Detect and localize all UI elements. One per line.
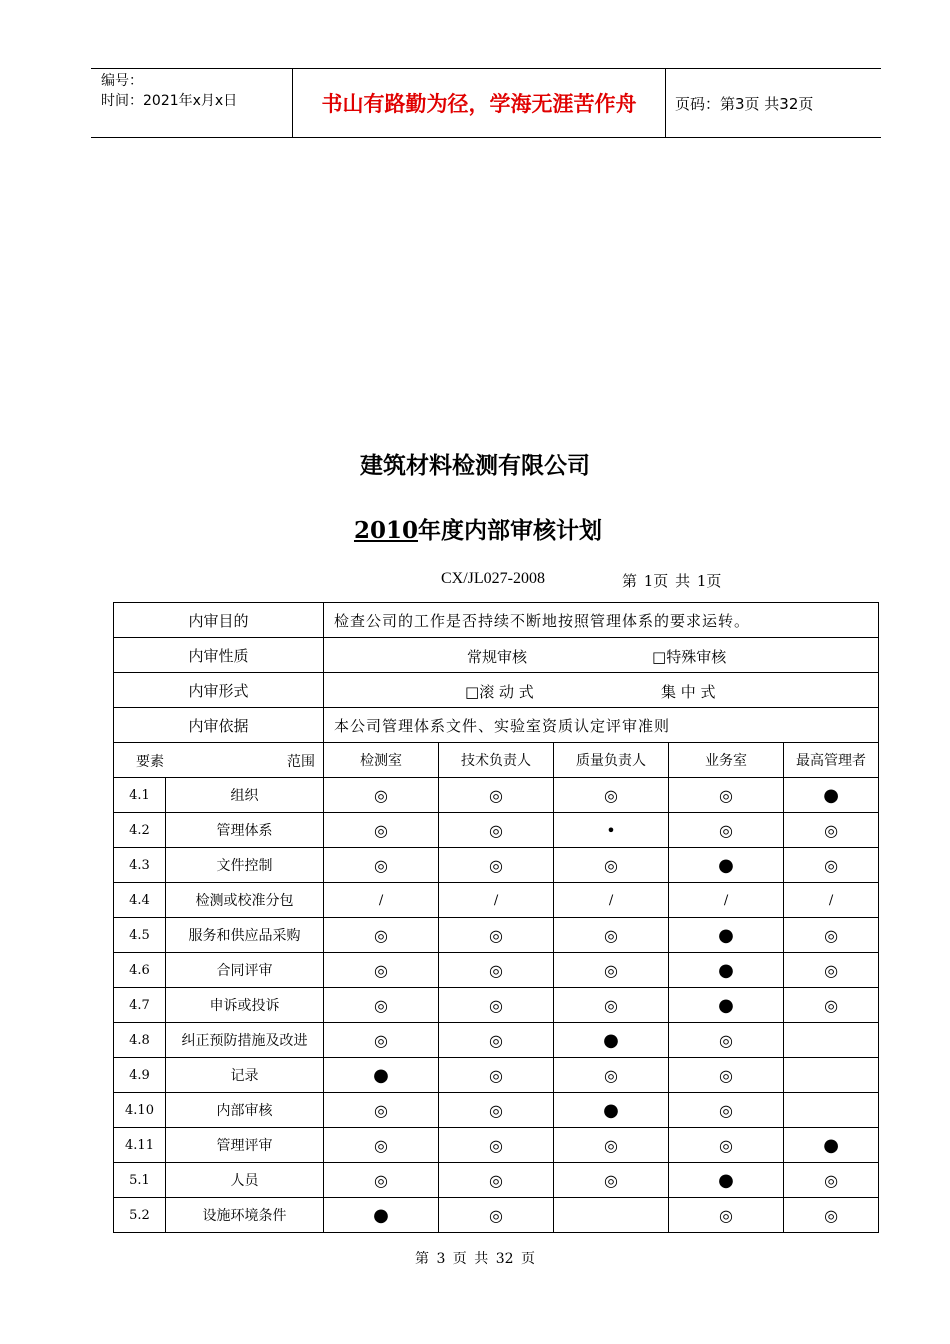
responsibility-mark: ◎ (554, 1058, 669, 1093)
responsibility-mark: ◎ (554, 848, 669, 883)
responsibility-mark: / (554, 883, 669, 918)
responsibility-mark: ◎ (784, 1198, 879, 1233)
page-footer: 第 3 页 共 32 页 (415, 1251, 535, 1267)
responsibility-mark: ◎ (554, 918, 669, 953)
info-value (324, 673, 879, 708)
clause-name: 服务和供应品采购 (166, 918, 324, 953)
clause-name: 组织 (166, 778, 324, 813)
info-value (324, 638, 879, 673)
clause-number: 4.10 (114, 1093, 166, 1128)
clause-name: 管理体系 (166, 813, 324, 848)
responsibility-mark: ◎ (784, 813, 879, 848)
responsibility-mark (784, 1093, 879, 1128)
responsibility-mark: / (324, 883, 439, 918)
header-meta (91, 69, 293, 137)
responsibility-mark: ◎ (439, 1023, 554, 1058)
table-row (114, 1198, 879, 1233)
responsibility-mark: ◎ (439, 813, 554, 848)
responsibility-mark: ◎ (669, 1023, 784, 1058)
number-label: 编号： (101, 73, 143, 89)
responsibility-mark: ◎ (554, 1128, 669, 1163)
clause-name: 记录 (166, 1058, 324, 1093)
clause-name: 合同评审 (166, 953, 324, 988)
column-header: 最高管理者 (784, 743, 879, 778)
responsibility-mark: ◎ (324, 1163, 439, 1198)
responsibility-mark: ◎ (439, 1198, 554, 1233)
clause-name: 申诉或投诉 (166, 988, 324, 1023)
table-row (114, 1128, 879, 1163)
responsibility-mark: ◎ (324, 918, 439, 953)
responsibility-mark: • (554, 813, 669, 848)
responsibility-mark: ● (669, 988, 784, 1023)
responsibility-mark: ◎ (669, 1198, 784, 1233)
corner-left-label: 要素 (136, 754, 164, 770)
responsibility-mark: ◎ (324, 988, 439, 1023)
responsibility-mark: ◎ (784, 918, 879, 953)
responsibility-mark: / (784, 883, 879, 918)
plan-title-text: 年度内部审核计划 (418, 517, 602, 544)
table-row (114, 778, 879, 813)
responsibility-mark: ◎ (784, 953, 879, 988)
header-motto: 书山有路勤为径，学海无涯苦作舟 (293, 69, 666, 137)
info-row-form (114, 673, 879, 708)
column-header: 技术负责人 (439, 743, 554, 778)
column-header: 业务室 (669, 743, 784, 778)
info-label: 内审目的 (114, 603, 324, 638)
responsibility-mark: ● (554, 1093, 669, 1128)
info-row-nature (114, 638, 879, 673)
responsibility-mark: ◎ (324, 813, 439, 848)
info-option-b: 集 中 式 (661, 683, 716, 701)
clause-number: 4.8 (114, 1023, 166, 1058)
responsibility-mark: ◎ (439, 778, 554, 813)
info-option-b: □特殊审核 (652, 648, 727, 666)
column-header: 检测室 (324, 743, 439, 778)
responsibility-mark: ◎ (439, 953, 554, 988)
table-row (114, 1163, 879, 1198)
responsibility-mark: ◎ (554, 953, 669, 988)
column-header: 质量负责人 (554, 743, 669, 778)
info-option-a: □滚 动 式 (465, 683, 534, 701)
info-value: 检查公司的工作是否持续不断地按照管理体系的要求运转。 (324, 603, 879, 638)
responsibility-mark: ◎ (784, 848, 879, 883)
responsibility-mark: / (669, 883, 784, 918)
info-label: 内审性质 (114, 638, 324, 673)
responsibility-mark: ◎ (324, 953, 439, 988)
responsibility-mark: ◎ (554, 1163, 669, 1198)
table-row (114, 848, 879, 883)
clause-number: 5.2 (114, 1198, 166, 1233)
responsibility-mark: ◎ (784, 1163, 879, 1198)
responsibility-mark: ● (784, 1128, 879, 1163)
table-row (114, 1093, 879, 1128)
company-title: 建筑材料检测有限公司 (360, 452, 590, 479)
clause-name: 文件控制 (166, 848, 324, 883)
table-row (114, 953, 879, 988)
clause-number: 4.7 (114, 988, 166, 1023)
responsibility-mark: ◎ (439, 1093, 554, 1128)
responsibility-mark: ◎ (324, 778, 439, 813)
responsibility-mark: ◎ (669, 1093, 784, 1128)
responsibility-mark: ◎ (324, 1128, 439, 1163)
table-row (114, 813, 879, 848)
responsibility-mark: ● (324, 1058, 439, 1093)
plan-year: 2010 (353, 517, 418, 544)
responsibility-mark: ● (669, 848, 784, 883)
matrix-corner (114, 743, 324, 778)
clause-number: 4.6 (114, 953, 166, 988)
responsibility-mark: ◎ (784, 988, 879, 1023)
clause-name: 人员 (166, 1163, 324, 1198)
clause-name: 管理评审 (166, 1128, 324, 1163)
responsibility-mark (784, 1058, 879, 1093)
responsibility-mark: ◎ (324, 848, 439, 883)
clause-number: 4.2 (114, 813, 166, 848)
info-value: 本公司管理体系文件、实验室资质认定评审准则 (324, 708, 879, 743)
responsibility-mark: ◎ (439, 1128, 554, 1163)
responsibility-mark: ● (669, 953, 784, 988)
responsibility-mark: ◎ (439, 988, 554, 1023)
clause-name: 检测或校准分包 (166, 883, 324, 918)
clause-number: 4.3 (114, 848, 166, 883)
clause-name: 设施环境条件 (166, 1198, 324, 1233)
table-row (114, 883, 879, 918)
responsibility-mark: ◎ (324, 1023, 439, 1058)
responsibility-mark: ◎ (439, 1163, 554, 1198)
responsibility-mark (784, 1023, 879, 1058)
info-row-basis (114, 708, 879, 743)
clause-name: 纠正预防措施及改进 (166, 1023, 324, 1058)
responsibility-mark: ● (324, 1198, 439, 1233)
responsibility-mark: ◎ (439, 1058, 554, 1093)
clause-number: 5.1 (114, 1163, 166, 1198)
responsibility-mark: ◎ (324, 1093, 439, 1128)
table-row (114, 1023, 879, 1058)
responsibility-mark: ● (669, 1163, 784, 1198)
responsibility-mark: ◎ (554, 778, 669, 813)
info-option-a: 常规审核 (467, 648, 528, 666)
info-label: 内审依据 (114, 708, 324, 743)
responsibility-mark: ◎ (669, 1128, 784, 1163)
responsibility-mark: ● (669, 918, 784, 953)
table-row (114, 1058, 879, 1093)
plan-title (0, 512, 950, 545)
table-row (114, 988, 879, 1023)
responsibility-mark: ● (554, 1023, 669, 1058)
doc-page-info: 第 1页 共 1页 (622, 572, 722, 590)
clause-name: 内部审核 (166, 1093, 324, 1128)
responsibility-mark: ◎ (669, 778, 784, 813)
header-page-label: 页码：第3页 共32页 (675, 94, 814, 113)
time-label: 时间：2021年x月x日 (101, 93, 238, 109)
responsibility-mark (554, 1198, 669, 1233)
clause-number: 4.11 (114, 1128, 166, 1163)
clause-number: 4.4 (114, 883, 166, 918)
info-label: 内审形式 (114, 673, 324, 708)
responsibility-mark: ◎ (439, 848, 554, 883)
responsibility-mark: ◎ (669, 813, 784, 848)
responsibility-mark: ◎ (669, 1058, 784, 1093)
table-row (114, 918, 879, 953)
document-header (91, 68, 881, 138)
matrix-header-row (114, 743, 879, 778)
info-row-purpose (114, 603, 879, 638)
responsibility-mark: ● (784, 778, 879, 813)
audit-plan-table (113, 602, 879, 1233)
responsibility-mark: ◎ (554, 988, 669, 1023)
doc-number: CX/JL027-2008 (441, 570, 545, 587)
clause-number: 4.1 (114, 778, 166, 813)
responsibility-mark: / (439, 883, 554, 918)
corner-right-label: 范围 (287, 754, 316, 770)
clause-number: 4.5 (114, 918, 166, 953)
clause-number: 4.9 (114, 1058, 166, 1093)
responsibility-mark: ◎ (439, 918, 554, 953)
